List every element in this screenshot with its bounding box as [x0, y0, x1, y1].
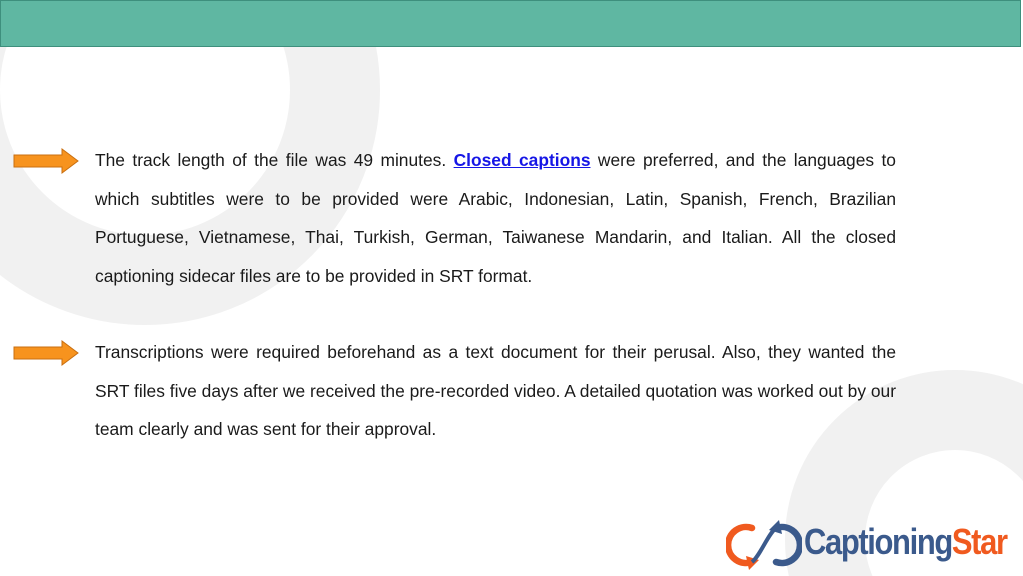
paragraph-track-details — [95, 141, 896, 295]
paragraph-1-intro: The track length of the file was 49 minutes. — [95, 150, 454, 170]
captioningstar-logo — [726, 514, 1023, 576]
arrow-right-icon — [13, 148, 79, 174]
closed-captions-link[interactable]: Closed captions — [453, 150, 591, 170]
logo-word-captioning: Captioning — [804, 521, 952, 562]
arrow-right-icon — [13, 340, 79, 366]
logo-word-star: Star — [951, 521, 1007, 562]
paragraph-transcriptions: Transcriptions were required beforehand as a text document for their perusal. Also, they wanted the SRT files five days after we received the pre-recorded video. A detailed quotation was worked out by our team clearly and was sent for their approval. — [95, 342, 896, 439]
logo-wordmark — [804, 522, 1007, 562]
refresh-cycle-icon — [726, 516, 802, 574]
paragraph-1-rest: were preferred, and the languages to which subtitles were to be provided were Arabic, Indonesian, Latin, Spanish, French, Brazilian Portuguese, Vietnamese, Thai, Turkish, German, Taiwanese Mandarin, and Italian. All the closed captioning sidecar files are to be provided in SRT format. — [95, 150, 896, 286]
